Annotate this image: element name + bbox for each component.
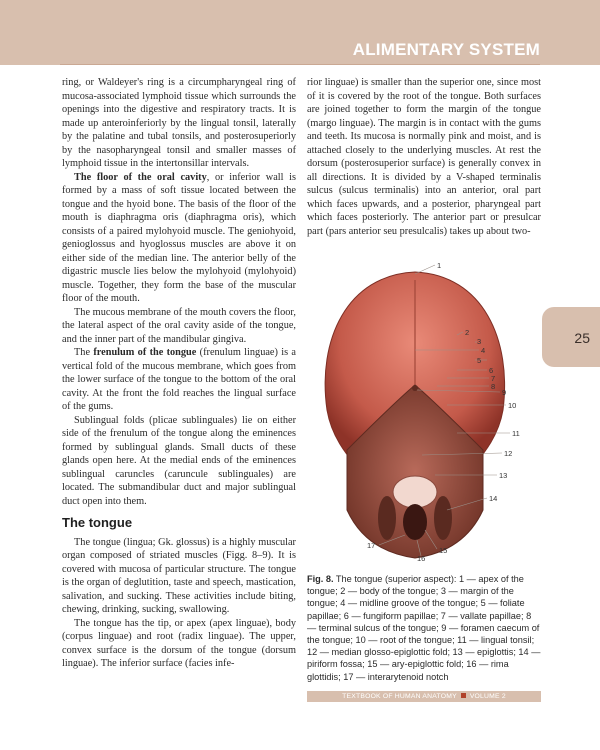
footer-volume: VOLUME 2 (469, 693, 506, 700)
figure-caption (307, 573, 541, 683)
svg-text:15: 15 (439, 546, 448, 555)
svg-text:6: 6 (489, 366, 494, 375)
svg-text:1: 1 (437, 261, 442, 270)
svg-text:17: 17 (367, 541, 376, 550)
paragraph: The tongue (lingua; Gk. glossus) is a highly muscular organ composed of striated muscles (Figg. 8–9). It is covered with mucosa of particular structure. The tongue is the organ of deglutition, taste and speech, mastication, salivation, and sucking. These activities include biting, chewing, drinking, sucking, swallowing. (62, 536, 296, 615)
caption-text: The tongue (superior aspect): 1 — apex of the tongue; 2 — body of the tongue; 3 — margin of the tongue; 4 — midline groove of the tongue; 5 — foliate papillae; 6 — fungiform papillae; 7 — vallate papillae; 8 — terminal sulcus of the tongue; 9 — foramen caecum of the tongue; 10 — root of the tongue; 11 — lingual tonsil; 12 — median glosso-epiglottic fold; 13 — epiglottis; 14 — piriform fossa; 15 — ary-epiglottic fold; 16 — rima glottidis; 17 — interarytenoid notch (307, 574, 541, 682)
footer-book-title: TEXTBOOK OF HUMAN ANATOMY (342, 693, 457, 700)
svg-text:7: 7 (491, 374, 496, 383)
svg-text:8: 8 (491, 382, 496, 391)
left-text-column (62, 76, 296, 671)
paragraph: The mucous membrane of the mouth covers the floor, the lateral aspect of the oral cavity aside of the tongue, and the inner part of the mandibular gingiva. (62, 306, 296, 345)
bold-term: frenulum of the tongue (93, 347, 197, 358)
svg-text:13: 13 (499, 471, 508, 480)
section-heading: The tongue (62, 515, 133, 530)
svg-text:10: 10 (508, 401, 517, 410)
svg-text:5: 5 (477, 356, 482, 365)
paragraph: Sublingual folds (plicae sublinguales) lie on either side of the frenulum of the tongue along the eminences formed by sublingual glands. Small ducts of these glands open here. At the medial ends of the eminences sublingual caruncles (caruncule sublinguales) are located. The submandibular duct and major sublingual duct open into them. (62, 414, 296, 507)
svg-text:2: 2 (465, 328, 470, 337)
svg-text:12: 12 (504, 449, 513, 458)
paragraph: The frenulum of the tongue (frenulum linguae) is a vertical fold of the mucous membrane, which goes from the lower surface of the tongue to the bottom of the oral cavity. At the front the fold reaches the lingual surface of the gums. (62, 347, 296, 412)
svg-text:11: 11 (512, 429, 520, 438)
page-number-tab (542, 307, 600, 367)
page-number: 25 (574, 330, 590, 346)
bold-term: The floor of the oral cavity (74, 171, 207, 183)
tongue-illustration (307, 260, 540, 565)
rima-glottidis (403, 504, 427, 540)
paragraph: The tongue has the tip, or apex (apex linguae), body (corpus linguae) and root (radix linguae). The upper, convex surface is the dorsum of the tongue (dorsum linguae). The inferior surface (facies infe- (62, 617, 296, 669)
svg-text:3: 3 (477, 337, 482, 346)
chapter-title: ALIMENTARY SYSTEM (352, 40, 540, 59)
epiglottis (393, 476, 437, 508)
svg-text:9: 9 (502, 388, 507, 397)
svg-text:4: 4 (481, 346, 486, 355)
paragraph: ring, or Waldeyer's ring is a circumpharyngeal ring of mucosa-associated lymphoid tissue which surrounds the openings into the digestive and respiratory tracts. It is made up anteroinferiorly by the lingual tonsil, laterally by the palatine and tubal tonsils, and posterosuperiorly by the nasopharyngeal tonsil and smaller masses of lymphoid tissue in the intertonsillar intervals. (62, 77, 296, 169)
piriform-fossa-right (434, 496, 452, 540)
paragraph: rior linguae) is smaller than the superior one, since most of it is covered by the root of the tongue. Both surfaces are joined together to form the margin of the tongue (margo linguae). The margin is in contact with the gums and teeth. Its mucosa is normally pink and moist, and is attached closely to the underlying muscles. At rest the dorsum (posterosuperior surface) is generally convex in all directions. It is divided by a V-shaped terminalis sulcus (sulcus terminalis) into an anterior, oral part which faces upwards, and a posterior, pharyngeal part which faces posteriorly. The anterior part or presulcar part (pars anterior seu presulcalis) takes up about two- (307, 77, 541, 237)
right-text-column (307, 76, 541, 238)
header-divider (60, 64, 540, 65)
footer-band (307, 691, 541, 702)
paragraph: The floor of the oral cavity, or inferior wall is formed by a mass of soft tissue located between the tongue and the hyoid bone. The basis of the floor of the mouth is diaphragma oris (diaphragma oris), which consists of a paired mylohyoid muscle. The geniohyoid, genioglossus and hyoglossus muscles are above it on either side of the median line. The anterior belly of the digastric muscle lies below the mylohyoid (mylohyoid) muscle. Together, they form the base of the muscular floor of the mouth. (62, 171, 297, 304)
piriform-fossa-left (378, 496, 396, 540)
caption-title: Fig. 8. (307, 574, 334, 584)
svg-text:14: 14 (489, 494, 498, 503)
svg-text:16: 16 (417, 554, 426, 563)
footer-separator (461, 693, 466, 698)
